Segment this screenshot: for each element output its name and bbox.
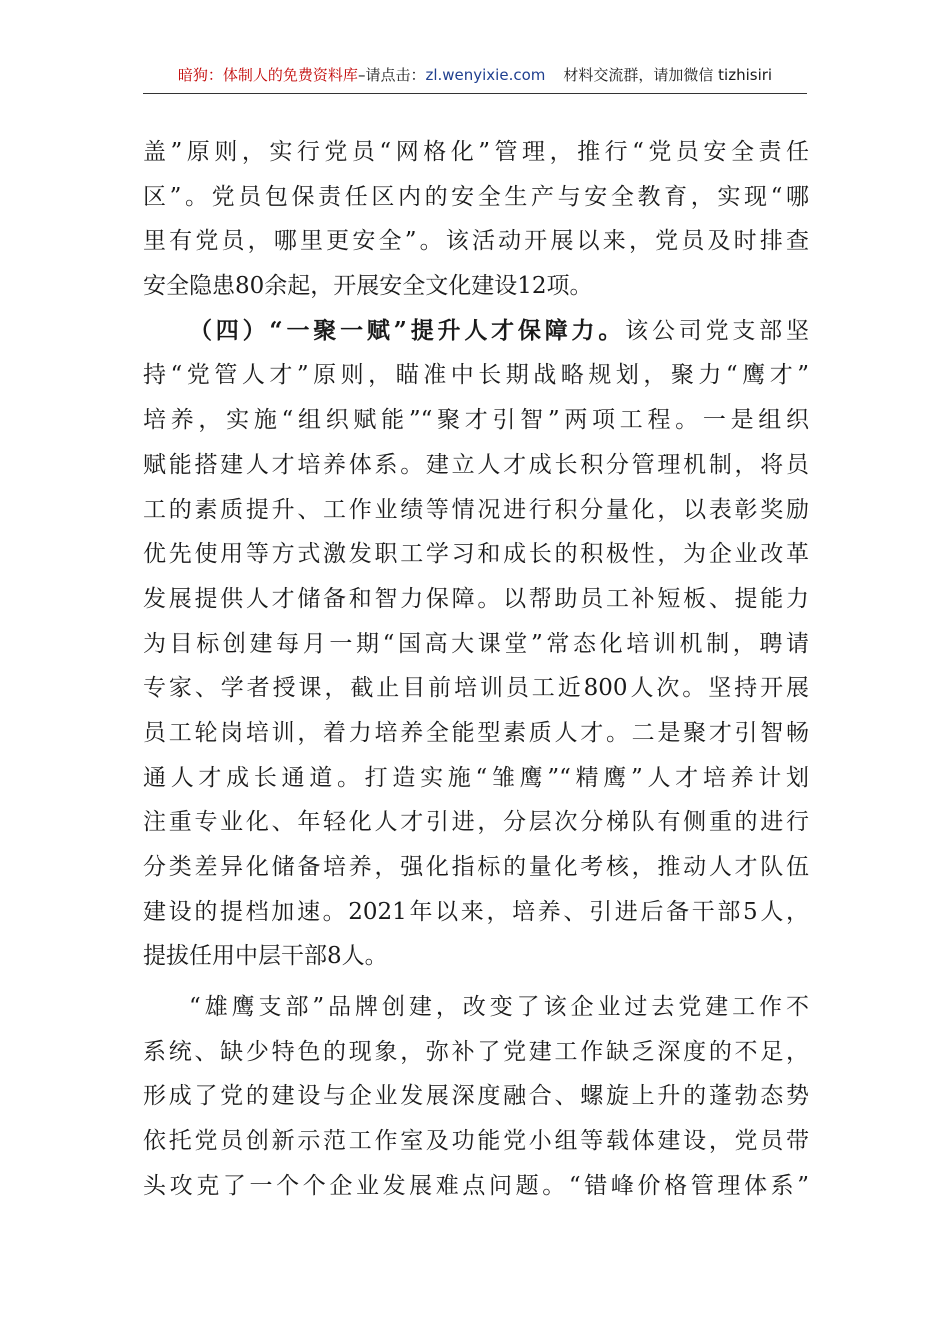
- text-line: 工的素质提升、工作业绩等情况进行积分量化，以表彰奖励: [143, 496, 809, 523]
- text-line: “雄鹰支部”品牌创建，改变了该企业过去党建工作不: [189, 994, 809, 1021]
- text-line: 优先使用等方式激发职工学习和成长的积极性，为企业改革: [143, 541, 809, 568]
- text-line: 为目标创建每月一期“国高大课堂”常态化培训机制，聘请: [143, 630, 809, 657]
- header-group-info: 材料交流群，请加微信 tizhisiri: [563, 66, 773, 84]
- text-line: 区”。党员包保责任区内的安全生产与安全教育，实现“哪: [143, 183, 809, 210]
- text-line: 培养，实施“组织赋能”“聚才引智”两项工程。一是组织: [143, 407, 809, 434]
- text-line: 依托党员创新示范工作室及功能党小组等载体建设，党员带: [143, 1128, 809, 1155]
- text-line: 盖”原则，实行党员“网格化”管理，推行“党员安全责任: [143, 139, 809, 165]
- page-header: [143, 62, 807, 94]
- paragraph: [143, 985, 809, 1208]
- text-line: 提拔任用中层干部8人。: [143, 943, 388, 970]
- section-heading: （四）“一聚一赋”提升人才保障力。: [189, 316, 626, 344]
- text-line: 专家、学者授课，截止目前培训员工近800人次。坚持开展: [143, 675, 809, 702]
- text-line: 系统、缺少特色的现象，弥补了党建工作缺乏深度的不足，: [143, 1038, 809, 1065]
- text-line: 通人才成长通道。打造实施“雏鹰”“精鹰”人才培养计划: [143, 764, 809, 791]
- text-line: 建设的提档加速。2021年以来，培养、引进后备干部5人，: [143, 898, 809, 925]
- text-line: 员工轮岗培训，着力培养全能型素质人才。二是聚才引智畅: [143, 719, 809, 746]
- header-link[interactable]: zl.wenyixie.com: [425, 65, 546, 84]
- text-line: 注重专业化、年轻化人才引进，分层次分梯队有侧重的进行: [143, 809, 809, 836]
- text-line: 头攻克了一个个企业发展难点问题。“错峰价格管理体系”: [143, 1172, 809, 1199]
- text-line: 分类差异化储备培养，强化指标的量化考核，推动人才队伍: [143, 854, 809, 880]
- text-line: 发展提供人才储备和智力保障。以帮助员工补短板、提能力: [143, 585, 809, 612]
- text-line: 安全隐患80余起，开展安全文化建设12项。: [143, 273, 593, 300]
- text-line: 里有党员，哪里更安全”。该活动开展以来，党员及时排查: [143, 228, 809, 255]
- header-brand: 暗狗：体制人的免费资料库: [177, 66, 358, 84]
- paragraph: [143, 309, 809, 979]
- document-body: [143, 130, 809, 1209]
- text-line: [143, 309, 809, 354]
- text-line: 形成了党的建设与企业发展深度融合、螺旋上升的蓬勃态势: [143, 1083, 809, 1110]
- header-prompt: –请点击：: [357, 66, 426, 84]
- text-run: 该公司党支部坚: [625, 317, 809, 344]
- text-line: 赋能搭建人才培养体系。建立人才成长积分管理机制，将员: [143, 451, 809, 478]
- paragraph: [143, 130, 809, 309]
- text-line: 持“党管人才”原则，瞄准中长期战略规划，聚力“鹰才”: [143, 362, 809, 389]
